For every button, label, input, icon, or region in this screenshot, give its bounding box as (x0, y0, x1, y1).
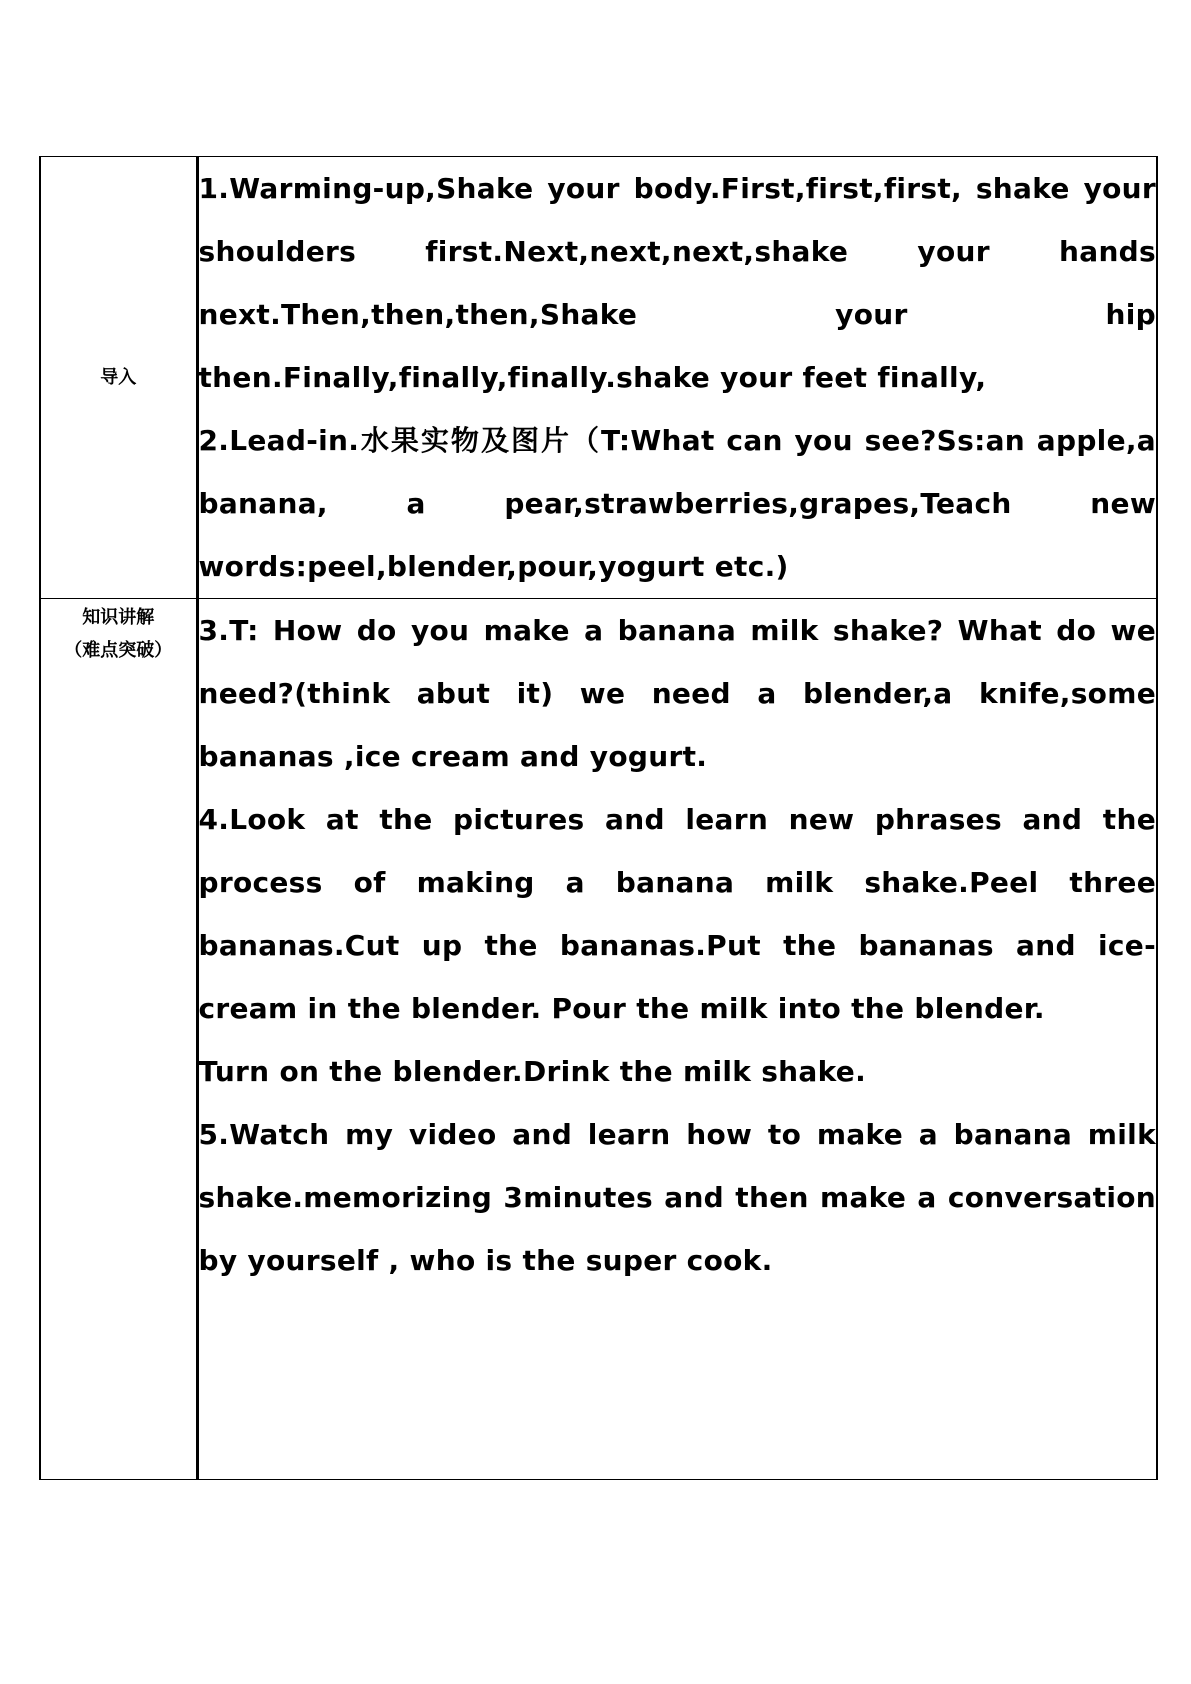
paragraph-step-4-continued: Turn on the blender.Drink the milk shake. (198, 1055, 867, 1088)
row-label: 知识讲解 (82, 607, 155, 628)
table-row-lead-in (40, 157, 1157, 599)
row-label-cell (40, 599, 197, 1480)
paragraph-lead-in: 2.Lead-in.水果实物及图片（T:What can you see?Ss:an apple,a banana, a pear,strawberries,grapes,Teach new words:peel,blender,pour,yogurt etc.) (198, 424, 1156, 583)
row-label-sub: （难点突破） (64, 640, 173, 661)
paragraph-step-3: 3.T: How do you make a banana milk shake? What do we need?(think abut it) we need a blender,a knife,some bananas ,ice cream and yogurt. (198, 614, 1156, 773)
row-content-cell (197, 599, 1157, 1480)
paragraph-step-4: 4.Look at the pictures and learn new phrases and the process of making a banana milk shake.Peel three bananas.Cut up the bananas.Put the bananas and ice-cream in the blender. Pour the milk into the blender. (198, 803, 1156, 1025)
lesson-plan-table (39, 156, 1158, 1480)
row-label-cell (40, 157, 197, 599)
row-label: 导入 (100, 367, 137, 388)
paragraph-step-5: 5.Watch my video and learn how to make a banana milk shake.memorizing 3minutes and then make a conversation by yourself , who is the super cook. (198, 1118, 1156, 1277)
row-content-cell (197, 157, 1157, 599)
table-row-knowledge (40, 599, 1157, 1480)
paragraph-warming-up: 1.Warming-up,Shake your body.First,first,first, shake your shoulders first.Next,next,next,shake your hands next.Then,then,then,Shake your hip then.Finally,finally,finally.shake your feet finally, (198, 172, 1156, 394)
